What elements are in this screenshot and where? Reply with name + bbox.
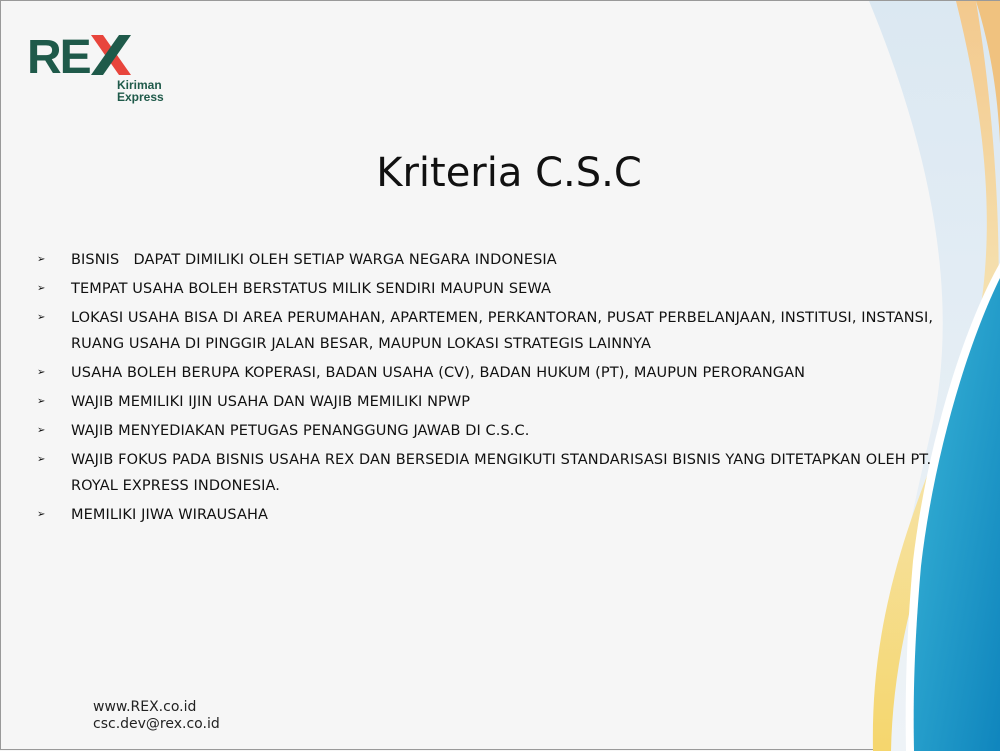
list-item-text: WAJIB FOKUS PADA BISNIS USAHA REX DAN BERSEDIA MENGIKUTI STANDARISASI BISNIS YANG DITETAPKAN OLEH PT. ROYAL EXPRESS INDONESIA.: [71, 452, 932, 494]
list-item-text: MEMILIKI JIWA WIRAUSAHA: [71, 507, 268, 523]
list-item: [37, 502, 957, 528]
list-item-text: LOKASI USAHA BISA DI AREA PERUMAHAN, APARTEMEN, PERKANTORAN, PUSAT PERBELANJAAN, INSTITUSI, INSTANSI, RUANG USAHA DI PINGGIR JALAN BESAR, MAUPUN LOKASI STRATEGIS LAINNYA: [71, 310, 934, 352]
list-item-text: TEMPAT USAHA BOLEH BERSTATUS MILIK SENDIRI MAUPUN SEWA: [71, 281, 552, 297]
logo-subtitle-kiriman: Kiriman: [117, 78, 162, 92]
list-item: [37, 360, 957, 386]
arrowhead-bullet-icon: ➢: [37, 425, 46, 436]
list-item-text: BISNIS DAPAT DIMILIKI OLEH SETIAP WARGA NEGARA INDONESIA: [71, 252, 557, 268]
arrowhead-bullet-icon: ➢: [37, 254, 46, 265]
list-item-text: WAJIB MEMILIKI IJIN USAHA DAN WAJIB MEMILIKI NPWP: [71, 394, 471, 410]
arrowhead-bullet-icon: ➢: [37, 312, 46, 323]
svg-text:RE: RE: [27, 31, 90, 79]
arrowhead-bullet-icon: ➢: [37, 396, 46, 407]
arrowhead-bullet-icon: ➢: [37, 454, 46, 465]
list-item-text: WAJIB MENYEDIAKAN PETUGAS PENANGGUNG JAWAB DI C.S.C.: [71, 423, 530, 439]
rex-logo: [27, 29, 167, 104]
logo-subtitle-express: Express: [117, 90, 164, 104]
footer-website: www.REX.co.id: [93, 699, 197, 715]
list-item: [37, 305, 957, 357]
list-item: [37, 247, 957, 273]
footer-email: csc.dev@rex.co.id: [93, 716, 220, 732]
criteria-list: [37, 247, 957, 531]
list-item-text: USAHA BOLEH BERUPA KOPERASI, BADAN USAHA (CV), BADAN HUKUM (PT), MAUPUN PERORANGAN: [71, 365, 806, 381]
list-item: [37, 276, 957, 302]
arrowhead-bullet-icon: ➢: [37, 509, 46, 520]
list-item: [37, 389, 957, 415]
slide-title: Kriteria C.S.C: [376, 149, 642, 196]
footer-contact: [93, 699, 220, 733]
rex-logo-mark: [27, 29, 137, 79]
arrowhead-bullet-icon: ➢: [37, 367, 46, 378]
list-item: [37, 447, 957, 499]
arrowhead-bullet-icon: ➢: [37, 283, 46, 294]
list-item: [37, 418, 957, 444]
